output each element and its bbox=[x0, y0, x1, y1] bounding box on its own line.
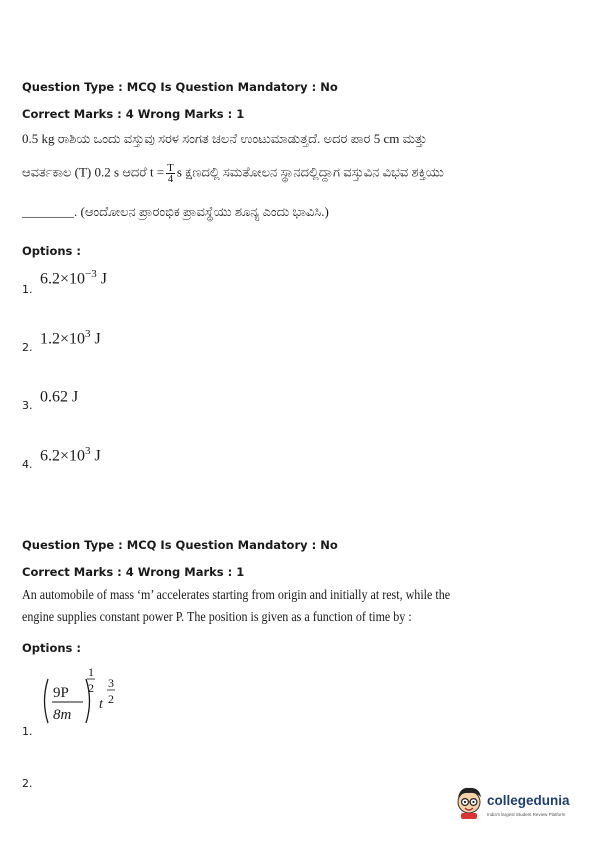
question-text-line-1: An automobile of mass ‘m’ accelerates starting from origin and initially at rest, while the bbox=[22, 588, 451, 603]
t-exponent-denominator: 2 bbox=[108, 692, 114, 706]
brand-name: collegedunia bbox=[487, 793, 570, 808]
question-text-line-2: engine supplies constant power P. The position is given as a function of time by : bbox=[22, 610, 412, 625]
option-unit: J bbox=[96, 270, 107, 288]
option-unit: J bbox=[90, 330, 101, 348]
option-exponent: 3 bbox=[85, 328, 91, 340]
time-variable: t bbox=[99, 697, 103, 712]
option-unit: J bbox=[90, 447, 101, 465]
mascot-icon bbox=[452, 784, 486, 820]
formula-denominator: 8m bbox=[53, 707, 72, 723]
options-label: Options : bbox=[22, 641, 81, 655]
option-number: 1. bbox=[22, 283, 33, 296]
fraction-t-over-4 bbox=[166, 163, 175, 184]
option-value bbox=[40, 328, 101, 348]
option-exponent: −3 bbox=[85, 268, 97, 280]
formula-numerator: 9P bbox=[53, 685, 69, 701]
exponent-denominator: 2 bbox=[88, 681, 94, 695]
marks-meta: Correct Marks : 4 Wrong Marks : 1 bbox=[22, 565, 245, 579]
option-base: 1.2×10 bbox=[40, 330, 86, 348]
question-type-meta: Question Type : MCQ Is Question Mandatory : No bbox=[22, 80, 338, 94]
option-number: 1. bbox=[22, 725, 33, 738]
question-text-line-2 bbox=[22, 163, 444, 184]
option-value bbox=[40, 445, 101, 465]
option-base: 6.2×10 bbox=[40, 270, 86, 288]
option-number: 2. bbox=[22, 341, 33, 354]
option-base: 0.62 J bbox=[40, 388, 79, 406]
option-number: 3. bbox=[22, 399, 33, 412]
option-number: 4. bbox=[22, 458, 33, 471]
brand-tagline: India's largest Student Review Platform bbox=[487, 812, 566, 817]
question-type-meta: Question Type : MCQ Is Question Mandatory : No bbox=[22, 538, 338, 552]
options-label: Options : bbox=[22, 244, 81, 258]
option-base: 6.2×10 bbox=[40, 447, 86, 465]
question-text-part-a: ಆವರ್ತಕಾಲ (T) 0.2 s ಆದರೆ t = bbox=[22, 164, 165, 180]
option-value bbox=[40, 386, 78, 406]
option-number: 2. bbox=[22, 777, 33, 790]
question-text-line-1: 0.5 kg ರಾಶಿಯ ಒಂದು ವಸ್ತುವು ಸರಳ ಸಂಗತ ಚಲನೆ ಉಂಟುಮಾಡುತ್ತದೆ. ಅದರ ಪಾರ 5 cm ಮತ್ತು bbox=[22, 131, 428, 146]
formula-svg bbox=[38, 665, 128, 737]
marks-meta: Correct Marks : 4 Wrong Marks : 1 bbox=[22, 107, 245, 121]
fraction-denominator: 4 bbox=[167, 173, 174, 185]
question-text-line-3: ________. (ಆಂದೋಲನ ಪ್ರಾರಂಭಿಕ ಪ್ರಾವಸ್ಥೆಯು ಶೂನ್ಯ ಎಂದು ಭಾವಿಸಿ.) bbox=[22, 204, 329, 219]
option-exponent: 3 bbox=[85, 445, 91, 457]
fraction-numerator: T bbox=[167, 162, 174, 174]
exponent-numerator: 1 bbox=[88, 665, 94, 679]
question-text-part-b: s ಕ್ಷಣದಲ್ಲಿ ಸಮತೋಲನ ಸ್ಥಾನದಲ್ಲಿದ್ದಾಗ ವಸ್ತುವಿನ ವಿಭವ ಶಕ್ತಿಯು bbox=[176, 164, 444, 180]
t-exponent-numerator: 3 bbox=[108, 676, 114, 690]
option-value bbox=[40, 268, 107, 288]
left-paren bbox=[45, 679, 49, 723]
